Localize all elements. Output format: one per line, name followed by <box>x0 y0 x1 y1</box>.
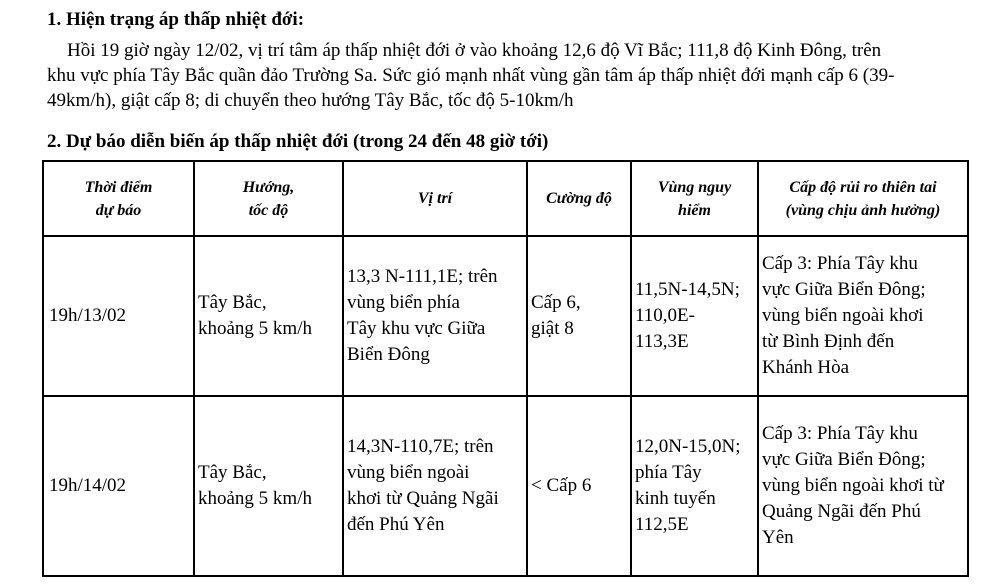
cell-line: Quảng Ngãi đến Phú <box>762 501 921 522</box>
cell-line: Tây Bắc, <box>198 292 267 313</box>
cell-direction-speed <box>194 236 343 396</box>
cell-line: khơi từ Quảng Ngãi <box>347 488 499 509</box>
header-forecast-time <box>43 161 194 236</box>
cell-position <box>343 396 527 576</box>
cell-line: 11,5N-14,5N; <box>635 279 740 300</box>
header-position <box>343 161 527 236</box>
header-line: Cường độ <box>546 190 612 207</box>
cell-line: khoảng 5 km/h <box>198 488 312 509</box>
cell-line: 14,3N-110,7E; trên <box>347 436 494 457</box>
cell-line: khoảng 5 km/h <box>198 318 312 339</box>
cell-line: < Cấp 6 <box>531 475 592 496</box>
cell-line: Yên <box>762 527 794 548</box>
cell-forecast-time <box>43 236 194 396</box>
paragraph-line: khu vực phía Tây Bắc quần đảo Trường Sa. Sức gió mạnh nhất vùng gần tâm áp thấp nhiệt đới mạnh cấp 6 (39- <box>47 65 895 86</box>
header-line: dự báo <box>95 201 142 219</box>
paragraph-line: 49km/h), giật cấp 8; di chuyển theo hướng Tây Bắc, tốc độ 5-10km/h <box>47 90 574 111</box>
cell-intensity <box>527 396 631 576</box>
cell-line: 113,3E <box>635 331 689 352</box>
cell-line: từ Bình Định đến <box>762 331 895 352</box>
current-status-paragraph <box>47 38 947 113</box>
cell-line: vực Giữa Biển Đông; <box>762 449 926 470</box>
cell-line: 12,0N-15,0N; <box>635 436 741 457</box>
cell-line: Tây khu vực Giữa <box>347 318 486 339</box>
cell-position <box>343 236 527 396</box>
header-line: Vùng nguy <box>657 178 732 196</box>
cell-forecast-time <box>43 396 194 576</box>
cell-line: Biển Đông <box>347 344 430 365</box>
cell-risk-level <box>758 396 968 576</box>
header-direction-speed <box>194 161 343 236</box>
paragraph-line: Hồi 19 giờ ngày 12/02, vị trí tâm áp thấp nhiệt đới ở vào khoảng 12,6 độ Vĩ Bắc; 111,8 độ Kinh Đông, trên <box>67 40 882 61</box>
forecast-table <box>42 160 969 577</box>
cell-line: vực Giữa Biển Đông; <box>762 279 926 300</box>
cell-line: 110,0E- <box>635 305 695 326</box>
cell-line: vùng biển ngoài <box>347 462 470 483</box>
cell-line: 19h/14/02 <box>49 475 127 496</box>
header-risk-level <box>758 161 968 236</box>
cell-line: vùng biển ngoài khơi <box>762 305 924 326</box>
cell-danger-zone <box>631 396 758 576</box>
header-line: hiểm <box>678 201 711 219</box>
header-danger-zone <box>631 161 758 236</box>
cell-line: vùng biển phía <box>347 292 460 313</box>
cell-line: Tây Bắc, <box>198 462 267 483</box>
cell-line: Cấp 3: Phía Tây khu <box>762 423 918 444</box>
header-line: Thời điểm <box>84 178 153 196</box>
cell-direction-speed <box>194 396 343 576</box>
cell-danger-zone <box>631 236 758 396</box>
header-line: tốc độ <box>248 201 289 219</box>
section-1-heading: 1. Hiện trạng áp thấp nhiệt đới: <box>47 9 305 30</box>
cell-risk-level <box>758 236 968 396</box>
header-line: Cấp độ rủi ro thiên tai <box>789 178 937 196</box>
cell-intensity <box>527 236 631 396</box>
table-row <box>43 236 968 396</box>
cell-line: giật 8 <box>531 318 574 339</box>
cell-line: 112,5E <box>635 514 689 535</box>
cell-line: phía Tây <box>635 462 702 483</box>
table-row <box>43 396 968 576</box>
cell-line: 13,3 N-111,1E; trên <box>347 266 498 287</box>
cell-line: vùng biển ngoài khơi từ <box>762 475 944 496</box>
cell-line: Khánh Hòa <box>762 357 850 378</box>
section-2-heading: 2. Dự báo diễn biến áp thấp nhiệt đới (trong 24 đến 48 giờ tới) <box>47 131 549 152</box>
cell-line: kinh tuyến <box>635 488 716 509</box>
header-line: Hướng, <box>242 178 295 196</box>
cell-line: Cấp 6, <box>531 292 581 313</box>
header-intensity <box>527 161 631 236</box>
cell-line: 19h/13/02 <box>49 305 127 326</box>
header-line: (vùng chịu ảnh hưởng) <box>785 201 941 219</box>
header-line: Vị trí <box>417 190 453 207</box>
table-header-row <box>43 161 968 236</box>
cell-line: Cấp 3: Phía Tây khu <box>762 253 918 274</box>
cell-line: đến Phú Yên <box>347 514 445 535</box>
